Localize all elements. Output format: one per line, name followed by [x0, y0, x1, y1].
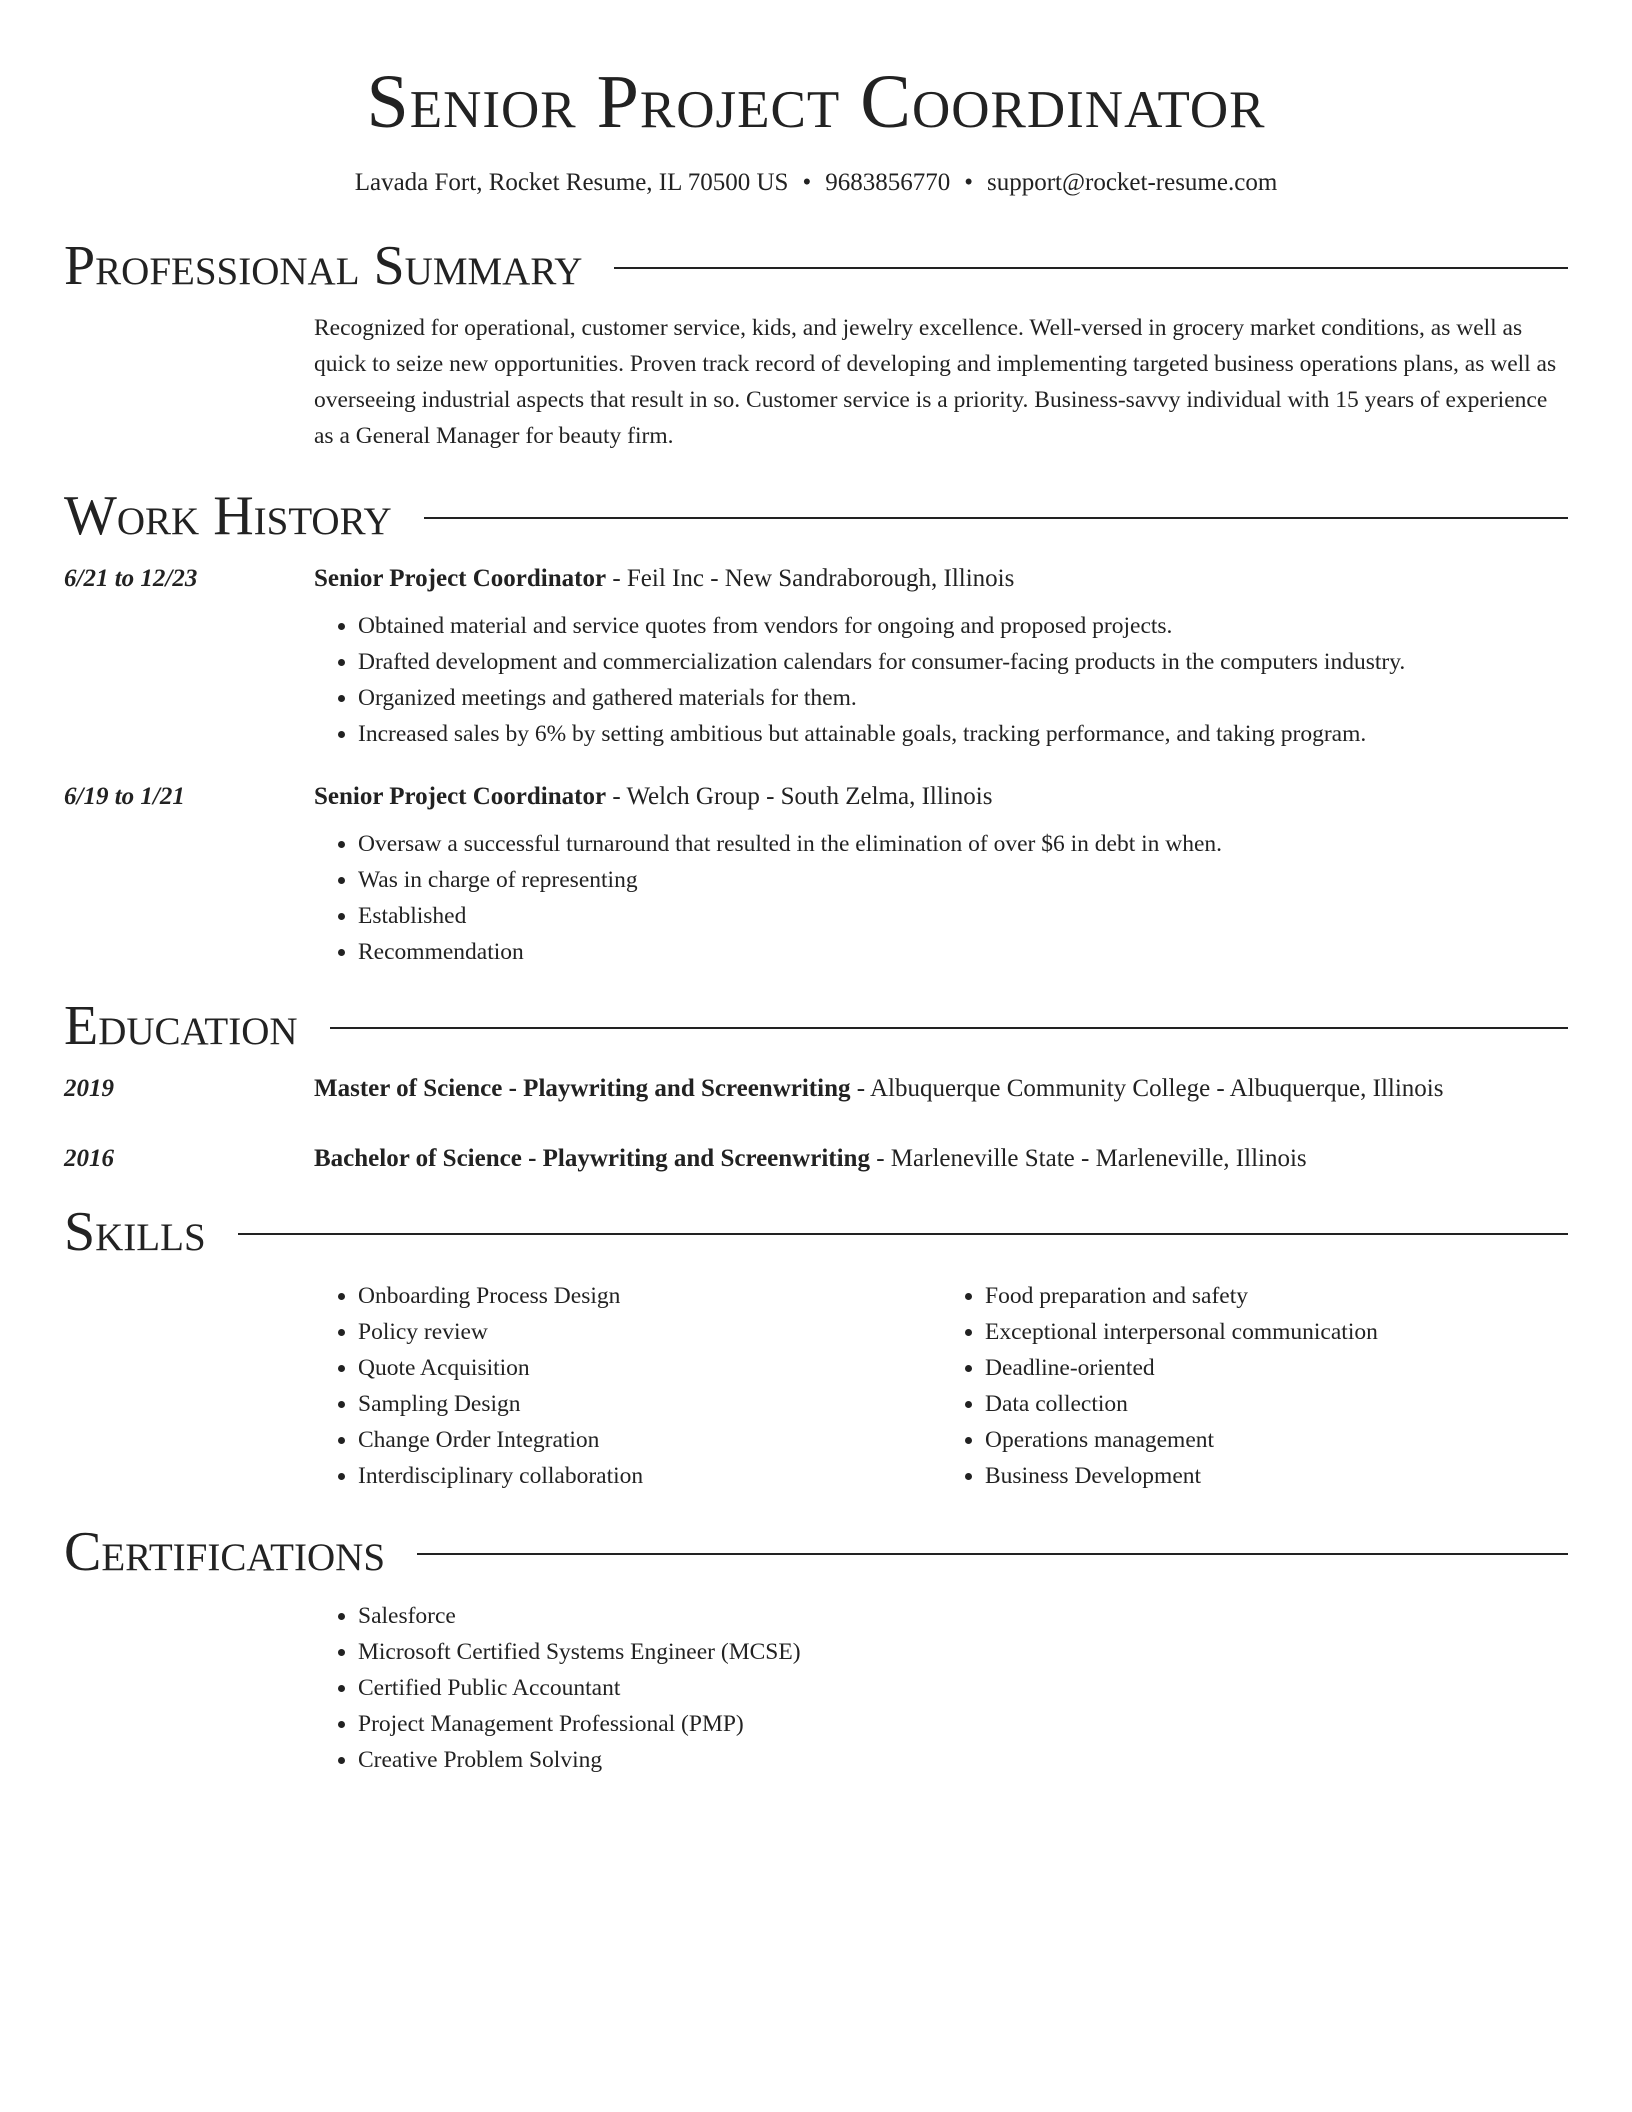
list-item: • Increased sales by 6% by setting ambitious but attainable goals, tracking performance, and taking program.: [358, 716, 1568, 752]
work-section-header: [64, 484, 1568, 548]
job-title-line: [314, 564, 1568, 594]
education-entry: [64, 1074, 1568, 1104]
skills-list-right: [941, 1278, 1568, 1494]
job-entry: [64, 782, 1568, 970]
education-degree: Bachelor of Science - Playwriting and Screenwriting: [314, 1145, 870, 1172]
job-title: Senior Project Coordinator: [314, 565, 607, 592]
certifications-heading: Certifications: [64, 1521, 386, 1583]
education-year: 2019: [64, 1075, 114, 1102]
skill-item: • Quote Acquisition: [358, 1350, 941, 1386]
education-details: - Albuquerque Community College - Albuquerque, Illinois: [850, 1075, 1444, 1102]
list-item: • Recommendation: [358, 934, 1568, 970]
skill-item: • Data collection: [985, 1386, 1568, 1422]
skill-item: • Business Development: [985, 1458, 1568, 1494]
education-body: [314, 1144, 1568, 1174]
contact-address: Lavada Fort, Rocket Resume, IL 70500 US: [354, 169, 789, 196]
certifications-section-header: [64, 1520, 1568, 1584]
skill-item: • Food preparation and safety: [985, 1278, 1568, 1314]
job-dates: 6/19 to 1/21: [64, 783, 185, 810]
job-body: [314, 782, 1568, 970]
job-title: Senior Project Coordinator: [314, 783, 607, 810]
education-body: [314, 1074, 1568, 1104]
list-item: • Drafted development and commercialization calendars for consumer-facing products in the computers industry.: [358, 644, 1568, 680]
education-section-header: [64, 994, 1568, 1058]
contact-separator: •: [964, 169, 973, 196]
section-divider: [614, 267, 1568, 269]
skill-item: • Deadline-oriented: [985, 1350, 1568, 1386]
certifications-block: [314, 1598, 1568, 1778]
list-item: • Was in charge of representing: [358, 862, 1568, 898]
certification-item: • Salesforce: [358, 1598, 1568, 1634]
summary-text: Recognized for operational, customer service, kids, and jewelry excellence. Well-versed in grocery market conditions, as well as quick to seize new opportunities. Proven track record of developing and implementing targeted business operations plans, as well as overseeing industrial aspects that result in so. Customer service is a priority. Business-savvy individual with 15 years of experience as a General Manager for beauty firm.: [314, 315, 1557, 449]
section-divider: [330, 1027, 1568, 1029]
skill-item: • Sampling Design: [358, 1386, 941, 1422]
skill-item: • Change Order Integration: [358, 1422, 941, 1458]
section-divider: [424, 517, 1568, 519]
skills-heading: Skills: [64, 1201, 206, 1263]
contact-phone: 9683856770: [825, 169, 951, 196]
skill-item: • Exceptional interpersonal communication: [985, 1314, 1568, 1350]
skill-item: • Onboarding Process Design: [358, 1278, 941, 1314]
education-degree: Master of Science - Playwriting and Screenwriting: [314, 1075, 851, 1102]
resume-name: Senior Project Coordinator: [366, 60, 1266, 144]
job-bullets: [314, 608, 1568, 752]
list-item: • Obtained material and service quotes from vendors for ongoing and proposed projects.: [358, 608, 1568, 644]
work-heading: Work History: [64, 485, 392, 547]
education-year: 2016: [64, 1145, 114, 1172]
education-details: - Marleneville State - Marleneville, Illinois: [869, 1145, 1307, 1172]
certification-item: • Creative Problem Solving: [358, 1742, 1568, 1778]
certifications-list: [314, 1598, 1568, 1778]
contact-separator: •: [802, 169, 812, 196]
education-entry: [64, 1144, 1568, 1174]
section-divider: [417, 1553, 1568, 1555]
job-body: [314, 564, 1568, 752]
skills-section-header: [64, 1200, 1568, 1264]
skill-item: • Interdisciplinary collaboration: [358, 1458, 941, 1494]
certification-item: • Certified Public Accountant: [358, 1670, 1568, 1706]
summary-heading: Professional Summary: [64, 235, 583, 297]
contact-email: support@rocket-resume.com: [986, 169, 1278, 196]
summary-section-header: [64, 234, 1568, 298]
job-entry: [64, 564, 1568, 752]
skills-list-left: [314, 1278, 941, 1494]
skills-grid: [314, 1278, 1568, 1494]
job-title-line: [314, 782, 1568, 812]
list-item: • Organized meetings and gathered materials for them.: [358, 680, 1568, 716]
skill-item: • Policy review: [358, 1314, 941, 1350]
education-heading: Education: [64, 995, 298, 1057]
certification-item: • Project Management Professional (PMP): [358, 1706, 1568, 1742]
section-divider: [238, 1233, 1568, 1235]
skill-item: • Operations management: [985, 1422, 1568, 1458]
job-details: - Feil Inc - New Sandraborough, Illinois: [606, 565, 1015, 592]
certification-item: • Microsoft Certified Systems Engineer (MCSE): [358, 1634, 1568, 1670]
job-bullets: [314, 826, 1568, 970]
list-item: • Oversaw a successful turnaround that resulted in the elimination of over $6 in debt in when.: [358, 826, 1568, 862]
job-details: - Welch Group - South Zelma, Illinois: [606, 783, 993, 810]
job-dates: 6/21 to 12/23: [64, 565, 198, 592]
contact-line: [64, 168, 1568, 198]
list-item: • Established: [358, 898, 1568, 934]
